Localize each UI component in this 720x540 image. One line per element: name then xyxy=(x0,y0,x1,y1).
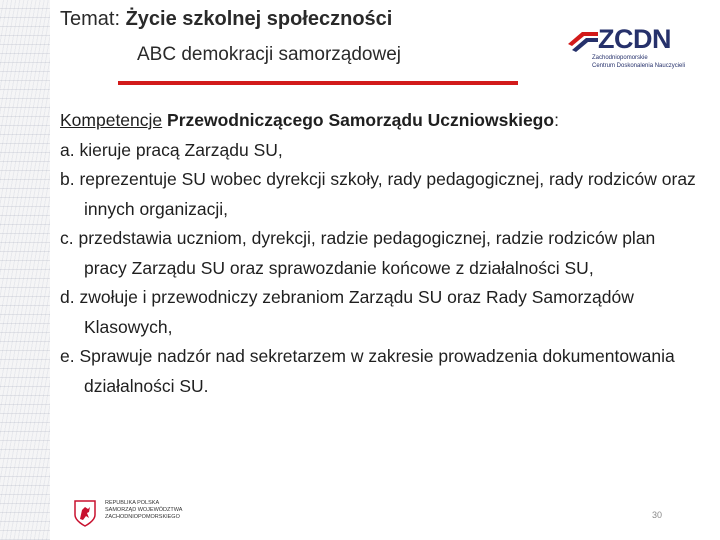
footer-line-3: ZACHODNIOPOMORSKIEGO xyxy=(105,514,180,520)
page-subtitle: ABC demokracji samorządowej xyxy=(137,44,401,65)
content-heading xyxy=(60,106,700,136)
footer-text xyxy=(105,500,182,521)
list-item: b. reprezentuje SU wobec dyrekcji szkoły, rady pedagogicznej, rady rodziców oraz innych organizacji, xyxy=(60,169,696,219)
heading-bold: Przewodniczącego Samorządu Uczniowskiego xyxy=(162,110,555,130)
page-title xyxy=(60,8,392,31)
list-item: c. przedstawia uczniom, dyrekcji, radzie pedagogicznej, radzie rodziców plan pracy Zarządu SU oraz sprawozdanie końcowe z działalności SU, xyxy=(60,228,656,278)
griffin-emblem-icon xyxy=(73,499,97,527)
content-body xyxy=(60,106,700,401)
footer-logo xyxy=(73,497,203,531)
heading-underlined: Kompetencje xyxy=(60,110,163,130)
footer-line-1: REPUBLIKA POLSKA xyxy=(105,500,160,506)
footer-line-2: SAMORZĄD WOJEWÓDZTWA xyxy=(105,507,183,513)
zcdn-logo xyxy=(568,26,684,76)
page-number: 30 xyxy=(652,510,663,520)
list-item: d. zwołuje i przewodniczy zebraniom Zarządu SU oraz Rady Samorządów Klasowych, xyxy=(60,287,634,337)
title-prefix: Temat: xyxy=(60,8,126,30)
title-divider xyxy=(118,81,518,85)
title-topic: Życie szkolnej społeczności xyxy=(125,8,393,30)
logo-line-2: Centrum Doskonalenia Nauczycieli xyxy=(592,63,686,69)
logo-wordmark: ZCDN xyxy=(598,24,671,54)
list-item: e. Sprawuje nadzór nad sekretarzem w zakresie prowadzenia dokumentowania działalności SU. xyxy=(60,346,675,396)
logo-line-1: Zachodniopomorskie xyxy=(592,55,648,61)
zcdn-mark-icon xyxy=(568,30,598,52)
list-item: a. kieruje pracą Zarządu SU, xyxy=(60,139,283,160)
decorative-text-strip xyxy=(0,0,50,540)
heading-suffix: : xyxy=(554,110,559,130)
